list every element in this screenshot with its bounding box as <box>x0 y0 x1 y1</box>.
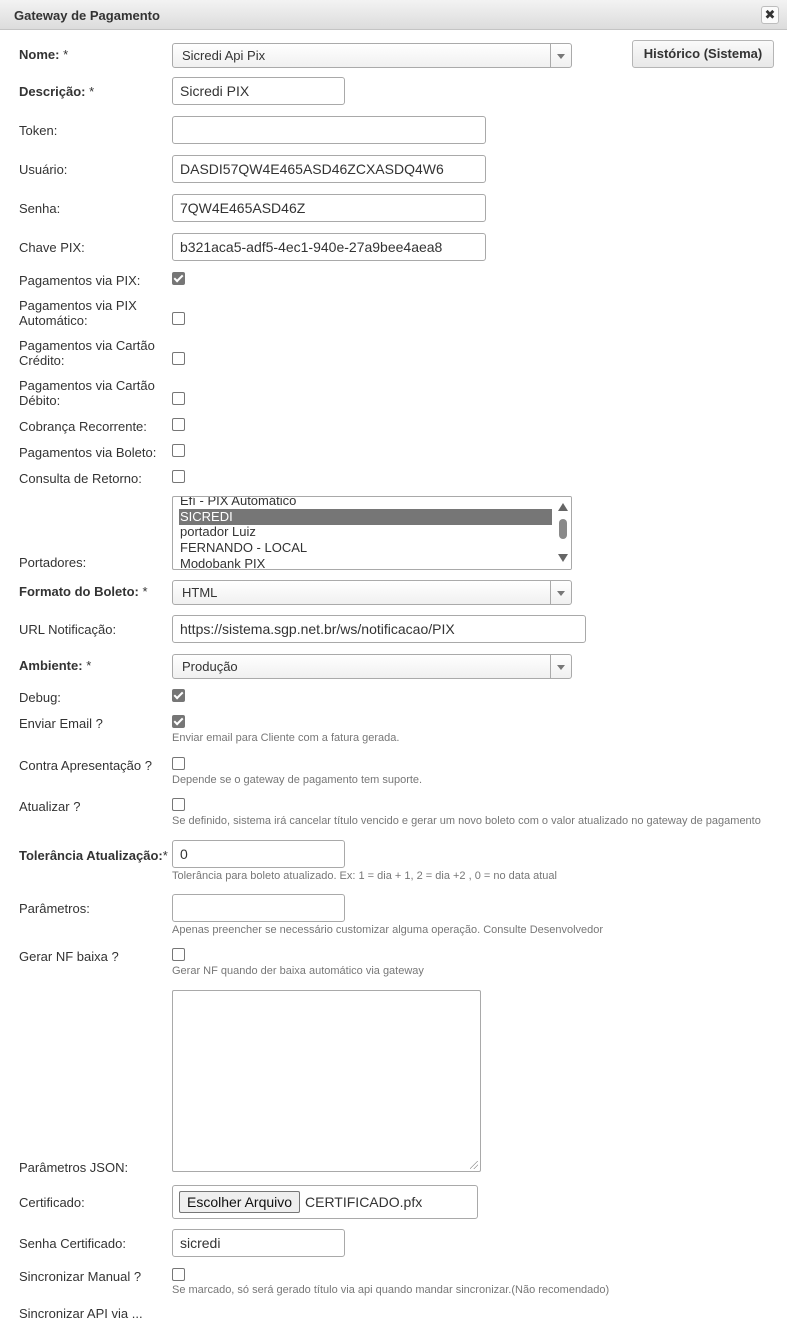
certificado-file-name: CERTIFICADO.pfx <box>305 1194 423 1210</box>
dialog-title: Gateway de Pagamento <box>14 8 160 23</box>
scroll-down-icon[interactable] <box>558 554 568 562</box>
gerar-nf-label: Gerar NF baixa ? <box>19 949 119 964</box>
chevron-down-icon <box>550 655 571 678</box>
sincronizar-api-label: Sincronizar API via ... <box>19 1306 143 1321</box>
pag-debito-checkbox[interactable] <box>172 392 185 405</box>
pag-pix-auto-label: Pagamentos via PIX Automático: <box>19 298 137 328</box>
debug-label: Debug: <box>19 690 61 705</box>
sincronizar-manual-checkbox[interactable] <box>172 1268 185 1281</box>
chevron-down-icon <box>550 44 571 67</box>
senha-input[interactable]: 7QW4E465ASD46Z <box>172 194 486 222</box>
ambiente-value: Produção <box>182 659 238 674</box>
consulta-retorno-checkbox[interactable] <box>172 470 185 483</box>
token-input[interactable] <box>172 116 486 144</box>
certificado-file-input[interactable] <box>172 1185 478 1219</box>
atualizar-help: Se definido, sistema irá cancelar título vencido e gerar um novo boleto com o valor atualizado no gateway de pagamento <box>172 815 761 827</box>
sincronizar-manual-help: Se marcado, só será gerado título via api quando mandar sincronizar.(Não recomendado) <box>172 1284 610 1296</box>
token-label: Token: <box>19 123 58 138</box>
pag-credito-checkbox[interactable] <box>172 352 185 365</box>
portador-option[interactable]: portador Luiz <box>180 524 256 539</box>
gerar-nf-checkbox[interactable] <box>172 948 185 961</box>
descricao-label: Descrição: * <box>19 84 95 99</box>
scroll-thumb[interactable] <box>559 519 567 539</box>
formato-boleto-select[interactable] <box>172 580 572 605</box>
sincronizar-manual-label: Sincronizar Manual ? <box>19 1269 142 1284</box>
dialog-titlebar <box>0 0 787 30</box>
pag-pix-checkbox[interactable] <box>172 272 185 285</box>
chave-pix-input[interactable]: b321aca5-adf5-4ec1-940e-27a9bee4aea8 <box>172 233 486 261</box>
chevron-down-icon <box>550 581 571 604</box>
pag-debito-label: Pagamentos via Cartão Débito: <box>19 378 155 408</box>
enviar-email-label: Enviar Email ? <box>19 716 103 731</box>
portador-option[interactable]: Modobank PIX <box>180 556 266 570</box>
tolerancia-label: Tolerância Atualização:* <box>19 848 168 863</box>
close-icon: ✖ <box>764 7 776 22</box>
ambiente-select[interactable] <box>172 654 572 679</box>
senha-certificado-label: Senha Certificado: <box>19 1236 126 1251</box>
nome-select[interactable] <box>172 43 572 68</box>
contra-apresentacao-checkbox[interactable] <box>172 757 185 770</box>
parametros-label: Parâmetros: <box>19 901 90 916</box>
enviar-email-help: Enviar email para Cliente com a fatura gerada. <box>172 732 400 744</box>
nome-label: Nome: * <box>19 47 69 62</box>
url-notificacao-label: URL Notificação: <box>19 622 117 637</box>
parametros-json-label: Parâmetros JSON: <box>19 1160 129 1175</box>
cobranca-recorrente-checkbox[interactable] <box>172 418 185 431</box>
listbox-scrollbar[interactable] <box>555 497 571 569</box>
chave-pix-label: Chave PIX: <box>19 240 85 255</box>
contra-apresentacao-label: Contra Apresentação ? <box>19 758 152 773</box>
scroll-up-icon[interactable] <box>558 503 568 511</box>
close-button[interactable] <box>761 6 779 24</box>
choose-file-button[interactable]: Escolher Arquivo <box>179 1191 300 1213</box>
usuario-label: Usuário: <box>19 162 68 177</box>
pag-boleto-label: Pagamentos via Boleto: <box>19 445 157 460</box>
portador-option[interactable]: FERNANDO - LOCAL <box>180 540 308 555</box>
contra-apresentacao-help: Depende se o gateway de pagamento tem suporte. <box>172 774 423 786</box>
atualizar-label: Atualizar ? <box>19 799 81 814</box>
parametros-json-textarea[interactable] <box>172 990 481 1172</box>
resize-grip-icon[interactable] <box>470 1161 478 1169</box>
certificado-label: Certificado: <box>19 1195 85 1210</box>
parametros-input[interactable] <box>172 894 345 922</box>
historico-button[interactable]: Histórico (Sistema) <box>632 40 774 68</box>
nome-select-value: Sicredi Api Pix <box>182 48 266 63</box>
gerar-nf-help: Gerar NF quando der baixa automático via gateway <box>172 965 424 977</box>
senha-label: Senha: <box>19 201 61 216</box>
portadores-label: Portadores: <box>19 555 87 570</box>
descricao-input[interactable]: Sicredi PIX <box>172 77 345 105</box>
cobranca-recorrente-label: Cobrança Recorrente: <box>19 419 147 434</box>
tolerancia-help: Tolerância para boleto atualizado. Ex: 1 = dia + 1, 2 = dia +2 , 0 = no data atual <box>172 870 557 882</box>
portador-option[interactable]: SICREDI <box>179 509 552 525</box>
enviar-email-checkbox[interactable] <box>172 715 185 728</box>
portadores-listbox[interactable] <box>172 496 572 570</box>
formato-boleto-label: Formato do Boleto: * <box>19 584 148 599</box>
pag-credito-label: Pagamentos via Cartão Crédito: <box>19 338 155 368</box>
usuario-input[interactable]: DASDI57QW4E465ASD46ZCXASDQ4W6 <box>172 155 486 183</box>
pag-pix-auto-checkbox[interactable] <box>172 312 185 325</box>
atualizar-checkbox[interactable] <box>172 798 185 811</box>
pag-boleto-checkbox[interactable] <box>172 444 185 457</box>
portador-option[interactable]: Efí - PIX Automático <box>180 496 297 508</box>
senha-certificado-input[interactable]: sicredi <box>172 1229 345 1257</box>
formato-boleto-value: HTML <box>182 585 218 600</box>
url-notificacao-input[interactable]: https://sistema.sgp.net.br/ws/notificacao/PIX <box>172 615 586 643</box>
parametros-help: Apenas preencher se necessário customizar alguma operação. Consulte Desenvolvedor <box>172 924 604 936</box>
debug-checkbox[interactable] <box>172 689 185 702</box>
consulta-retorno-label: Consulta de Retorno: <box>19 471 142 486</box>
tolerancia-input[interactable]: 0 <box>172 840 345 868</box>
pag-pix-label: Pagamentos via PIX: <box>19 273 141 288</box>
ambiente-label: Ambiente: * <box>19 658 92 673</box>
